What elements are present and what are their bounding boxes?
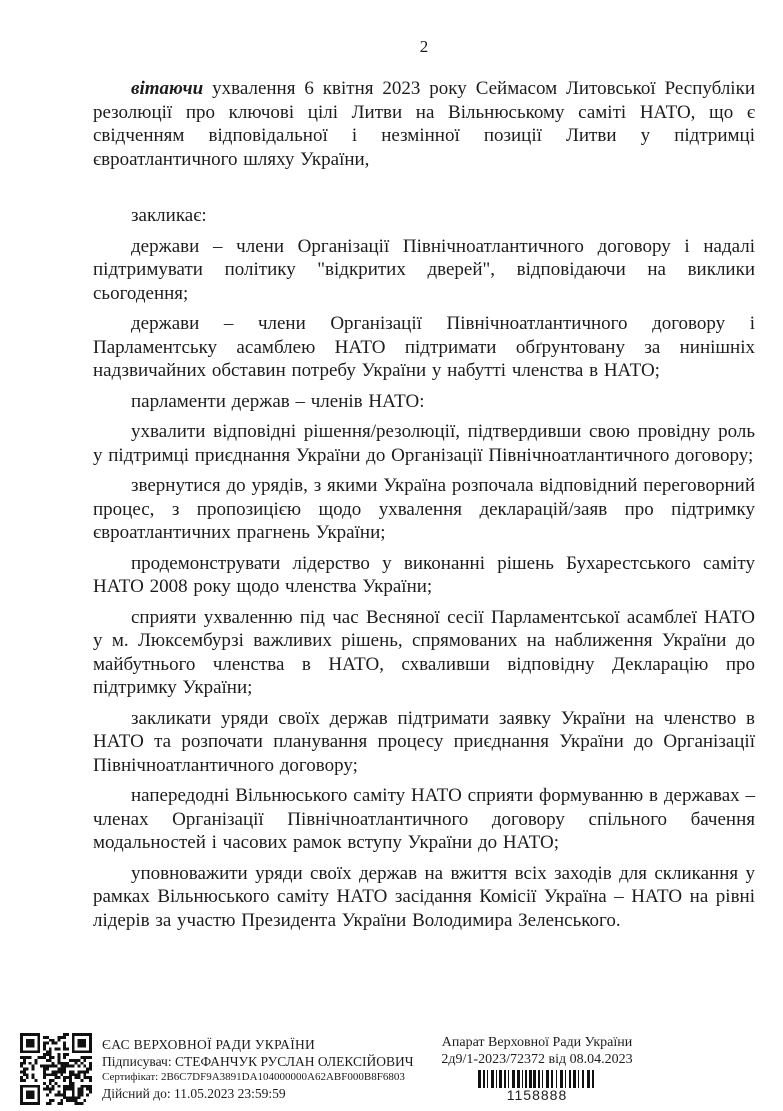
paragraph-appeal-to-governments: звернутися до урядів, з якими Україна розпочала відповідний переговорний процес, з пропозицією щодо ухвалення декларацій/заяв про підтримку євроатлантичних прагнень України; [93, 475, 755, 543]
digital-signature-block [20, 1031, 414, 1105]
paragraph-welcoming-text: ухвалення 6 квітня 2023 року Сеймасом Литовської Республіки резолюції про ключові цілі Литви на Вільнюському саміті НАТО, що є свідченням відповідальної і незмінної позиції Литви у підтримці євроатлантичного шляху України, [93, 78, 755, 170]
signature-certificate: Сертифікат: 2B6C7DF9A3891DA104000000A62ABF000B8F6803 [102, 1071, 405, 1083]
registration-block [437, 1034, 637, 1103]
barcode-number: 1158888 [506, 1087, 568, 1103]
qr-code-icon [20, 1033, 92, 1105]
footer [20, 1027, 763, 1105]
paragraph-calls-heading: закликає: [131, 205, 207, 226]
document-body [93, 77, 755, 932]
signature-valid-until: Дійсний до: 11.05.2023 23:59:59 [102, 1086, 286, 1101]
barcode-icon [478, 1070, 596, 1088]
paragraph-lead-word: вітаючи [131, 78, 204, 99]
paragraph-parliaments-heading: парламенти держав – членів НАТО: [131, 390, 425, 412]
signature-system-name: ЄАС ВЕРХОВНОЇ РАДИ УКРАЇНИ [102, 1037, 316, 1052]
registration-office: Апарат Верховної Ради України [441, 1035, 633, 1050]
signature-text-lines [102, 1031, 414, 1103]
paragraph-support-membership-need: держави – члени Організації Північноатлантичного договору і Парламентську асамблею НАТО підтримати обґрунтовану за нинішніх надзвичайних обставин потребу України у набутті членства в НАТО; [93, 313, 755, 381]
paragraph-adopt-resolutions: ухвалити відповідні рішення/резолюції, підтвердивши свою провідну роль у підтримці приєднання України до Організації Північноатлантичного договору; [93, 421, 755, 466]
paragraph-spring-session-declaration: сприяти ухваленню під час Весняної сесії Парламентської асамблеї НАТО у м. Люксембурзі важливих рішень, спрямованих на наближення України до майбутнього членства в НАТО, схваливши відповідну Декларацію про підтримку України; [93, 606, 755, 698]
paragraph-open-door-policy: держави – члени Організації Північноатлантичного договору і надалі підтримувати політику "відкритих дверей", відповідаючи на виклики сьогодення; [93, 235, 755, 304]
paragraph-bucharest-leadership: продемонструвати лідерство у виконанні рішень Бухарестського саміту НАТО 2008 року щодо членства України; [93, 552, 755, 597]
signature-signer: Підписувач: СТЕФАНЧУК РУСЛАН ОЛЕКСІЙОВИЧ [102, 1054, 414, 1069]
paragraph-welcoming [93, 77, 755, 171]
page-number: 2 [419, 37, 429, 56]
paragraph-membership-application: закликати уряди своїх держав підтримати заявку України на членство в НАТО та розпочати планування процесу приєднання України до Організації Північноатлантичного договору; [93, 707, 755, 776]
registration-reference: 2д9/1-2023/72372 від 08.04.2023 [441, 1052, 633, 1067]
paragraph-authorize-governments: уповноважити уряди своїх держав на вжиття всіх заходів для скликання у рамках Вільнюського саміту НАТО засідання Комісії Україна – НАТО на рівні лідерів за участю Президента України Володимира Зеленського. [93, 862, 755, 931]
paragraph-vilnius-common-vision: напередодні Вільнюського саміту НАТО сприяти формуванню в державах – членах Організації Північноатлантичного договору спільного бачення модальностей і часових рамок вступу України до НАТО; [93, 785, 755, 853]
